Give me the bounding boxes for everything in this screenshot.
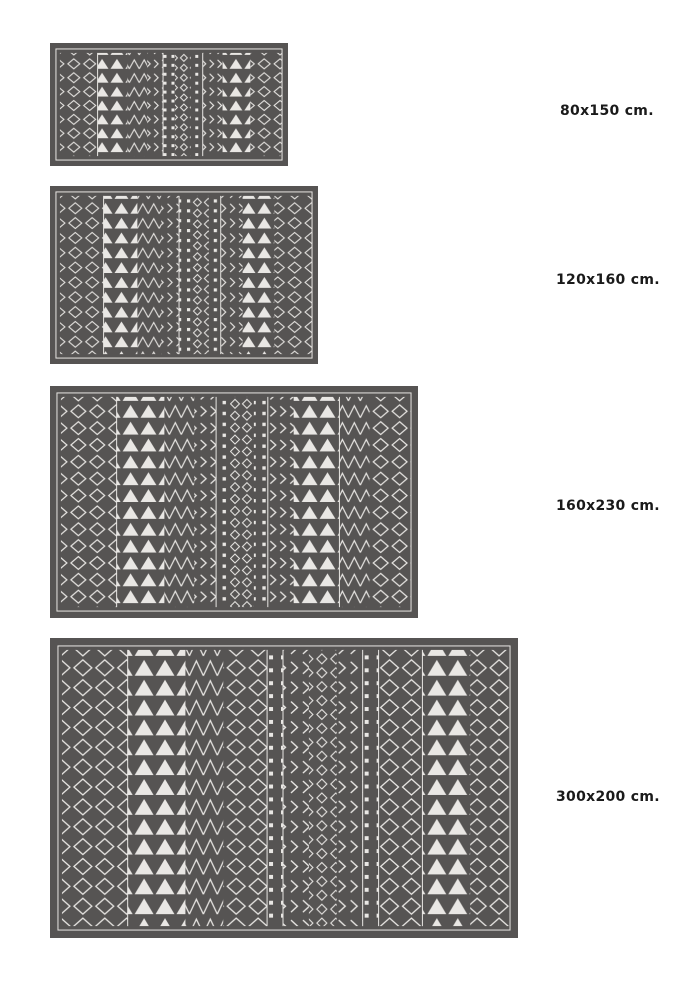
kilim-pattern-svg-1 [50,43,288,166]
rug-pattern-2 [50,186,318,364]
rug-swatch-4 [50,638,518,938]
kilim-pattern-svg-2 [50,186,318,364]
rug-swatch-2 [50,186,318,364]
kilim-pattern-svg-4 [50,638,518,938]
kilim-pattern-svg-3 [50,386,418,618]
size-label-4: 300x200 cm. [556,789,660,805]
size-label-2: 120x160 cm. [556,272,660,288]
rug-swatch-1 [50,43,288,166]
rug-swatch-3 [50,386,418,618]
rug-pattern-1 [50,43,288,166]
rug-pattern-4 [50,638,518,938]
size-label-1: 80x150 cm. [560,103,654,119]
rug-pattern-3 [50,386,418,618]
size-label-3: 160x230 cm. [556,498,660,514]
